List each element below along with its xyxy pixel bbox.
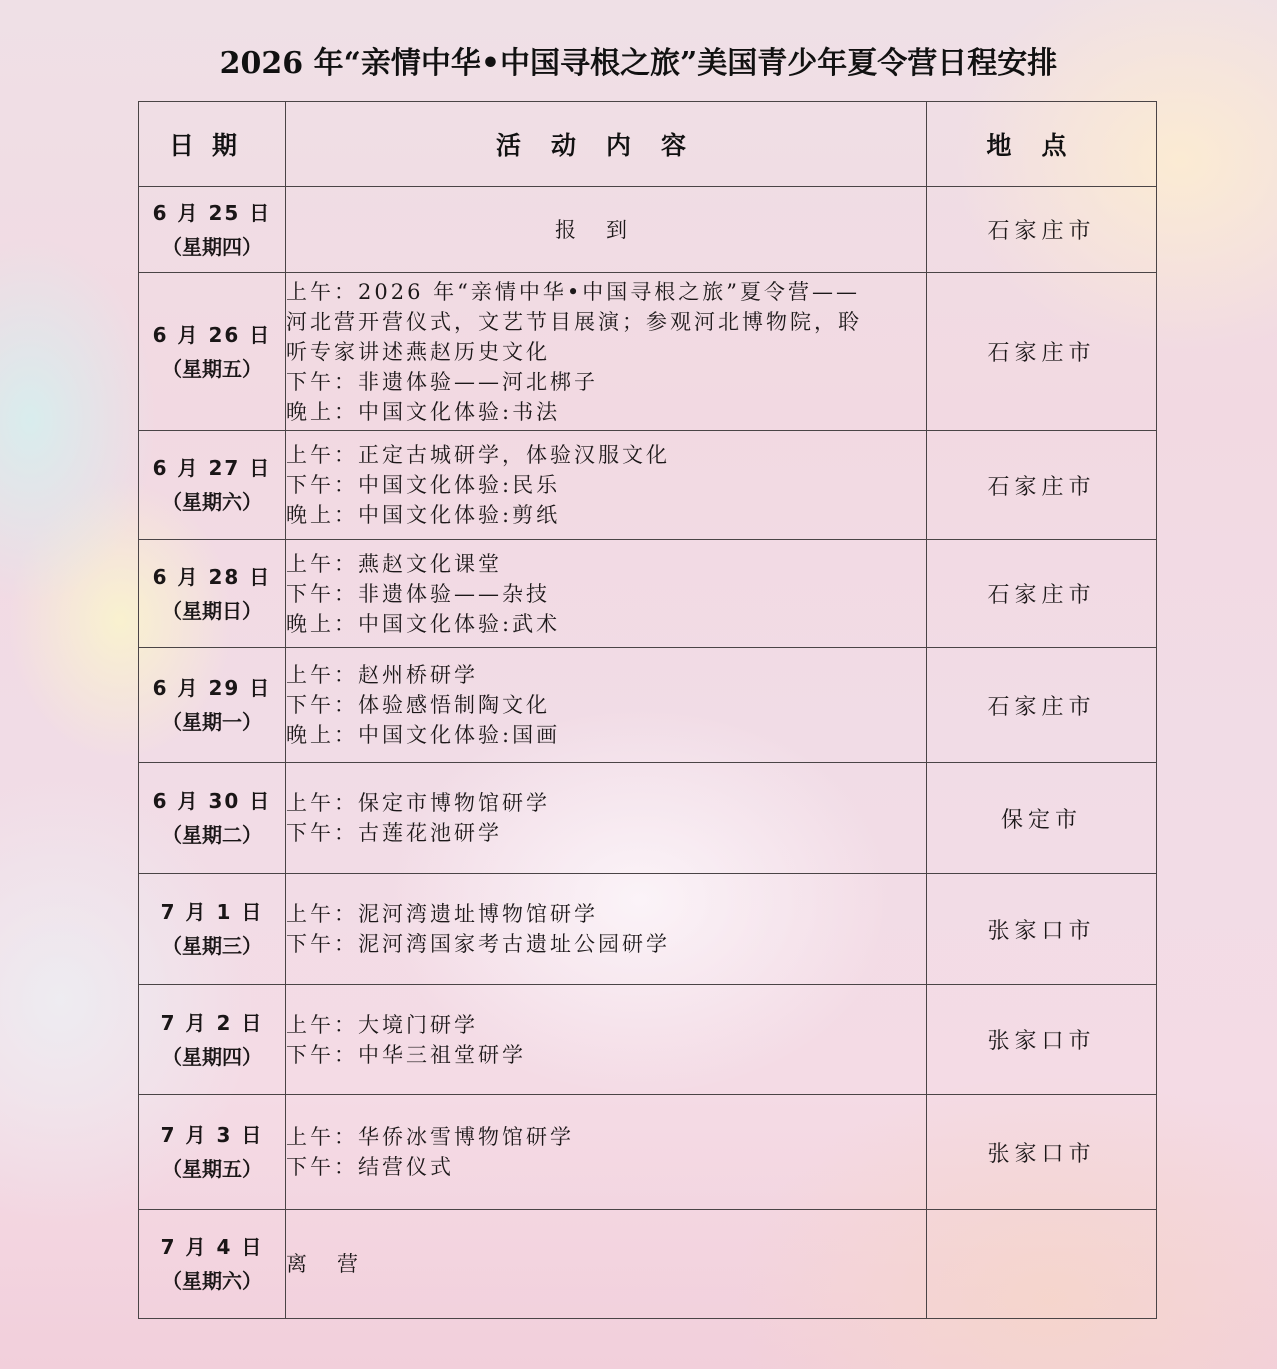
activity-cell [286,648,927,763]
date-text: 7 月 4 日 [160,1235,264,1259]
activity-line: 上午：燕赵文化课堂 [286,551,502,576]
activity-line: 下午：非遗体验——杂技 [286,581,550,606]
header-activity: 活动内容 [286,102,927,187]
activity-line: 下午：非遗体验——河北梆子 [286,369,598,394]
date-cell [139,763,286,874]
weekday-text: （星期六） [162,1269,262,1293]
activity-line: 河北营开营仪式，文艺节目展演；参观河北博物院，聆 [286,309,862,334]
location-cell: 保定市 [927,763,1157,874]
weekday-text: （星期二） [162,823,262,847]
schedule-table [138,101,1157,1319]
activity-line: 下午：中国文化体验:民乐 [286,473,561,497]
date-cell [139,648,286,763]
date-text: 6 月 26 日 [152,322,272,347]
activity-line: 上午：正定古城研学，体验汉服文化 [286,443,670,467]
weekday-text: （星期一） [162,710,262,734]
location-cell: 张家口市 [927,985,1157,1095]
activity-line: 晚上：中国文化体验:武术 [286,611,561,636]
activity-line: 上午：2026 年“亲情中华•中国寻根之旅”夏令营—— [286,279,860,304]
location-cell [927,1210,1157,1319]
activity-line: 下午：体验感悟制陶文化 [286,693,550,717]
activity-line: 上午：大境门研学 [286,1012,478,1037]
activity-line: 晚上：中国文化体验:国画 [286,723,561,747]
date-text: 7 月 1 日 [160,900,264,924]
date-cell [139,540,286,648]
date-cell [139,1210,286,1319]
table-row [139,1095,1157,1210]
document-title: 2026 年“亲情中华•中国寻根之旅”美国青少年夏令营日程安排 [219,46,1058,81]
activity-line: 晚上：中国文化体验:书法 [286,399,561,424]
location-cell: 张家口市 [927,874,1157,985]
date-cell [139,985,286,1095]
date-cell [139,431,286,540]
activity-cell [286,431,927,540]
table-row [139,540,1157,648]
activity-line: 下午：结营仪式 [286,1155,454,1179]
activity-line: 离营 [286,1252,388,1276]
activity-cell [286,874,927,985]
date-cell [139,187,286,273]
table-row [139,1210,1157,1319]
date-text: 7 月 3 日 [160,1123,264,1147]
activity-line: 上午：泥河湾遗址博物馆研学 [286,902,598,926]
weekday-text: （星期四） [162,234,262,259]
activity-line: 上午：赵州桥研学 [286,663,478,687]
date-text: 6 月 29 日 [152,676,272,700]
activity-cell [286,1095,927,1210]
date-text: 6 月 30 日 [152,789,272,813]
location-cell: 张家口市 [927,1095,1157,1210]
weekday-text: （星期四） [162,1044,262,1069]
location-cell: 石家庄市 [927,540,1157,648]
date-cell [139,1095,286,1210]
weekday-text: （星期五） [162,1157,262,1181]
table-row [139,985,1157,1095]
activity-cell [286,1210,927,1319]
activity-cell [286,187,927,273]
location-cell: 石家庄市 [927,431,1157,540]
date-cell [139,874,286,985]
activity-line: 报到 [555,217,657,242]
location-cell: 石家庄市 [927,187,1157,273]
activity-line: 听专家讲述燕赵历史文化 [286,339,550,364]
activity-cell [286,763,927,874]
weekday-text: （星期日） [162,598,262,623]
activity-cell [286,273,927,431]
table-row [139,648,1157,763]
activity-line: 下午：中华三祖堂研学 [286,1042,526,1067]
activity-line: 上午：华侨冰雪博物馆研学 [286,1125,574,1149]
date-cell [139,273,286,431]
table-row [139,431,1157,540]
activity-line: 上午：保定市博物馆研学 [286,791,550,815]
date-text: 6 月 27 日 [152,456,272,480]
table-row [139,874,1157,985]
date-text: 7 月 2 日 [160,1010,264,1035]
table-row [139,763,1157,874]
activity-cell [286,540,927,648]
activity-cell [286,985,927,1095]
date-text: 6 月 25 日 [152,200,272,225]
activity-line: 晚上：中国文化体验:剪纸 [286,503,561,527]
location-cell: 石家庄市 [927,273,1157,431]
weekday-text: （星期六） [162,490,262,514]
header-location: 地点 [927,102,1157,187]
table-row [139,273,1157,431]
location-cell: 石家庄市 [927,648,1157,763]
activity-line: 下午：古莲花池研学 [286,821,502,845]
header-date: 日期 [139,102,286,187]
activity-line: 下午：泥河湾国家考古遗址公园研学 [286,932,670,956]
table-row [139,187,1157,273]
table-header-row [139,102,1157,187]
date-text: 6 月 28 日 [152,564,272,589]
weekday-text: （星期三） [162,934,262,958]
weekday-text: （星期五） [162,356,262,381]
